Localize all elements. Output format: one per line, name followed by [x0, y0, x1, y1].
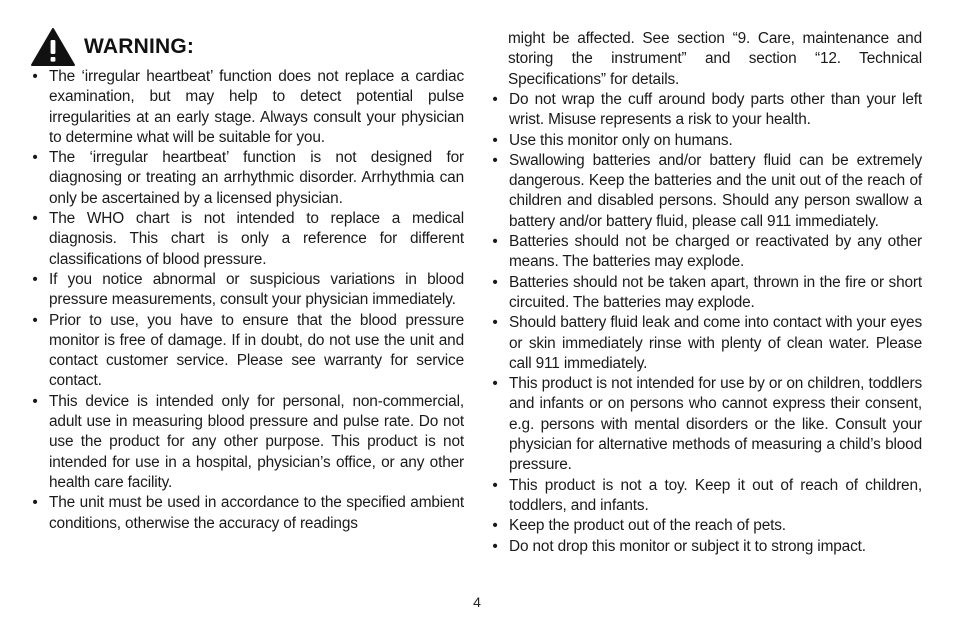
list-item-text: Batteries should not be taken apart, thrown in the fire or short circuited. The batteries may explode.	[509, 273, 922, 311]
continued-text: might be affected. See section “9. Care, maintenance and storing the instrument” and section “12. Technical Specifications” for details.	[508, 30, 922, 88]
list-item: • Swallowing batteries and/or battery fluid can be extremely dangerous. Keep the batteries and the unit out of the reach of children and disabled persons. Should any person swallow a battery and/or battery fluid, please call 911 immediately.	[492, 151, 922, 230]
list-item-text: Do not wrap the cuff around body parts other than your left wrist. Misuse represents a risk to your health.	[509, 91, 922, 129]
list-item: • Should battery fluid leak and come into contact with your eyes or skin immediately rinse with plenty of clean water. Please call 911 immediately.	[492, 314, 922, 372]
list-item: • This product is not intended for use by or on children, toddlers and infants or on persons who cannot express their consent, e.g. persons with mental disorders or the like. Consult your physician for alternative methods of measuring a child’s blood pressure.	[492, 375, 922, 474]
list-item: • This device is intended only for personal, non-commercial, adult use in measuring blood pressure and pulse rate. Do not use the product for any other purpose. This product is not intended for use in a hospital, physician’s office, or any other health care facility.	[32, 392, 464, 491]
list-item-text: This product is not intended for use by or on children, toddlers and infants or on persons who cannot express their consent, e.g. persons with mental disorders or the like. Consult your physician for alternative methods of measuring a child’s blood pressure.	[509, 375, 922, 474]
list-item-text: The ‘irregular heartbeat’ function is not designed for diagnosing or treating an arrhythmic disorder. Arrhythmia can only be ascertained by a licensed physician.	[49, 149, 464, 207]
list-item-text: Should battery fluid leak and come into contact with your eyes or skin immediately rinse with plenty of clean water. Please call 911 immediately.	[509, 314, 922, 372]
list-item: • This product is not a toy. Keep it out of reach of children, toddlers, and infants.	[492, 476, 922, 514]
list-item: • Batteries should not be taken apart, thrown in the fire or short circuited. The batteries may explode.	[492, 273, 922, 311]
list-item: • The ‘irregular heartbeat’ function is not designed for diagnosing or treating an arrhythmic disorder. Arrhythmia can only be ascertained by a licensed physician.	[32, 149, 464, 207]
list-item: • The WHO chart is not intended to replace a medical diagnosis. This chart is only a reference for different classifications of blood pressure.	[32, 210, 464, 268]
list-item-text: Prior to use, you have to ensure that the blood pressure monitor is free of damage. If in doubt, do not use the unit and contact customer service. Please see warranty for service contact.	[49, 311, 464, 390]
list-item: • Do not drop this monitor or subject it to strong impact.	[492, 537, 866, 555]
list-item: • The ‘irregular heartbeat’ function does not replace a cardiac examination, but may help to detect potential pulse irregularities at an early stage. Always consult your physician to determine what will be suitable for you.	[32, 68, 464, 146]
warning-triangle-icon	[30, 27, 76, 67]
list-item-text: Batteries should not be charged or reactivated by any other means. The batteries may explode.	[509, 233, 922, 271]
list-item-text: The unit must be used in accordance to the specified ambient conditions, otherwise the accuracy of readings	[49, 494, 464, 532]
list-item: • Keep the product out of the reach of pets.	[492, 517, 786, 535]
list-item-text: Swallowing batteries and/or battery fluid can be extremely dangerous. Keep the batteries and the unit out of the reach of children and disabled persons. Should any person swallow a battery and/or battery fluid, please call 911 immediately.	[509, 151, 922, 230]
list-item-text: Keep the product out of the reach of pets.	[509, 517, 786, 535]
list-item-text: This device is intended only for personal, non-commercial, adult use in measuring blood pressure and pulse rate. Do not use the product for any other purpose. This product is not intended for use in a hospital, physician’s office, or any other health care facility.	[49, 392, 464, 491]
list-item: • Use this monitor only on humans.	[492, 131, 733, 149]
left-warning-list	[30, 67, 464, 534]
list-item: • The unit must be used in accordance to the specified ambient conditions, otherwise the accuracy of readings	[32, 494, 464, 532]
list-item: • Do not wrap the cuff around body parts other than your left wrist. Misuse represents a risk to your health.	[492, 91, 922, 129]
list-item: • Batteries should not be charged or reactivated by any other means. The batteries may explode.	[492, 233, 922, 271]
list-item-text: This product is not a toy. Keep it out of reach of children, toddlers, and infants.	[509, 476, 922, 514]
list-item-text: Do not drop this monitor or subject it to strong impact.	[509, 537, 866, 555]
list-item-text: Use this monitor only on humans.	[509, 131, 733, 149]
warning-title: WARNING:	[84, 35, 195, 58]
page-number: 4	[473, 594, 481, 610]
list-item-text: The ‘irregular heartbeat’ function does not replace a cardiac examination, but may help to detect potential pulse irregularities at an early stage. Always consult your physician to determine what will be suitable for you.	[49, 68, 464, 146]
list-item-text: The WHO chart is not intended to replace a medical diagnosis. This chart is only a reference for different classifications of blood pressure.	[49, 210, 464, 268]
list-item: • If you notice abnormal or suspicious variations in blood pressure measurements, consult your physician immediately.	[32, 270, 464, 309]
list-item-text: If you notice abnormal or suspicious variations in blood pressure measurements, consult your physician immediately.	[49, 270, 464, 309]
right-warning-list	[490, 90, 922, 557]
warning-heading	[30, 27, 194, 67]
list-item: • Prior to use, you have to ensure that the blood pressure monitor is free of damage. If in doubt, do not use the unit and contact customer service. Please see warranty for service contact.	[32, 311, 464, 390]
